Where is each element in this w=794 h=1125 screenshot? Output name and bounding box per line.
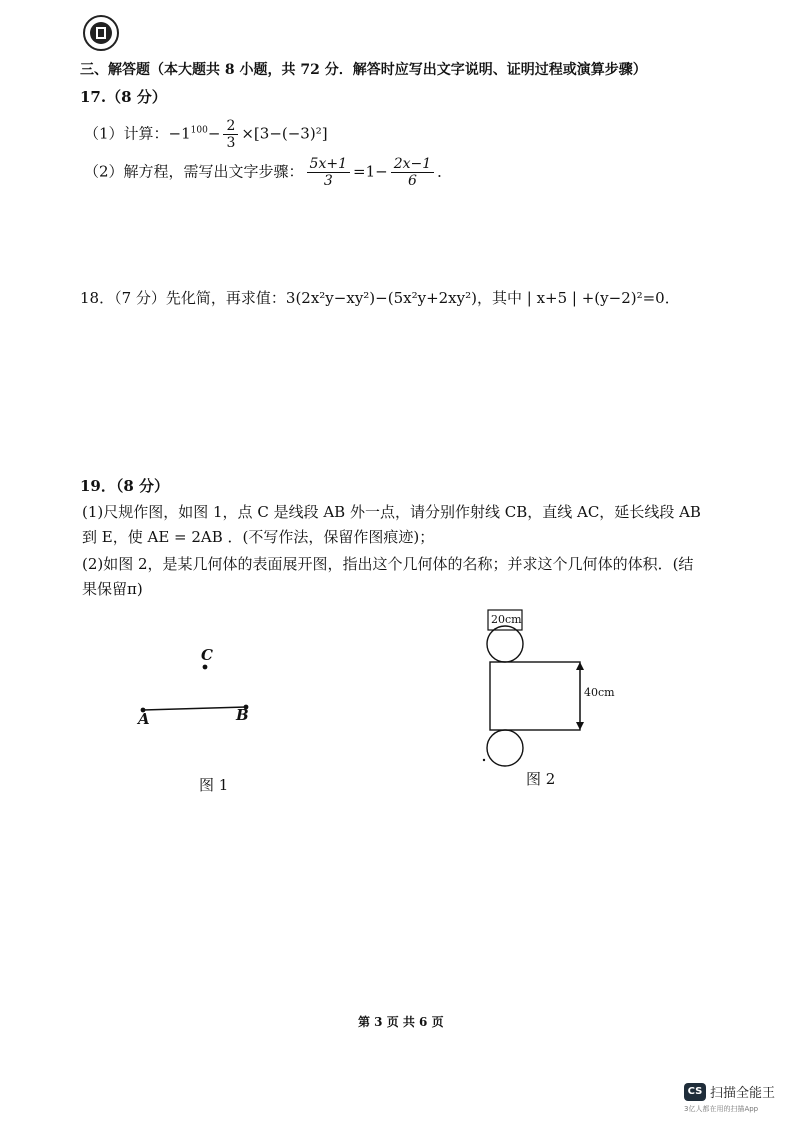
question-17-title: 17.（8 分） bbox=[80, 88, 167, 106]
q17-p1-prefix: （1）计算： bbox=[84, 124, 169, 143]
bottom-circle bbox=[487, 730, 523, 766]
q17-p1-bracket: ×[3−(−3)²] bbox=[241, 124, 328, 143]
q17-p2-eq: =1− bbox=[353, 162, 388, 181]
point-a-label: A bbox=[138, 710, 150, 728]
q17-p1-lead: −1 bbox=[168, 124, 191, 143]
point-b-label: B bbox=[236, 706, 249, 724]
circle-diameter-label: 20cm bbox=[491, 613, 522, 626]
q17-p1-minus: − bbox=[207, 124, 221, 143]
height-arrow-bottom bbox=[576, 722, 584, 730]
height-label: 40cm bbox=[584, 686, 615, 699]
figure-1-diagram bbox=[130, 640, 270, 740]
q17-p2-lhs-fraction bbox=[307, 156, 350, 189]
question-17-part2 bbox=[84, 156, 452, 189]
stray-dot bbox=[483, 759, 485, 761]
q17-p2-end: ． bbox=[437, 162, 453, 181]
height-arrow-top bbox=[576, 662, 584, 670]
figure-1-caption: 图 1 bbox=[199, 776, 229, 794]
q17-p2-lhs-num: 5x+1 bbox=[307, 156, 350, 173]
q17-p1-exp: 100 bbox=[190, 125, 208, 136]
question-19-part1-line1: (1)尺规作图，如图 1，点 C 是线段 AB 外一点，请分别作射线 CB，直线 AC，延长线段 AB bbox=[82, 503, 701, 521]
question-19-part2-line1: (2)如图 2，是某几何体的表面展开图，指出这个几何体的名称；并求这个几何体的体积．(结 bbox=[82, 555, 694, 573]
figure-2-caption: 图 2 bbox=[526, 770, 556, 788]
scanner-tagline: 3亿人都在用的扫描App bbox=[684, 1105, 759, 1113]
q17-p2-lhs-den: 3 bbox=[323, 173, 333, 189]
q17-p1-fraction bbox=[223, 118, 238, 151]
lateral-rectangle bbox=[490, 662, 580, 730]
school-seal-logo bbox=[82, 14, 120, 52]
question-18: 18．（7 分）先化简，再求值：3(2x²y−xy²)−(5x²y+2xy²)，其中 | x+5 | +(y−2)²=0． bbox=[80, 289, 680, 307]
question-19-part2-line2: 果保留π) bbox=[82, 580, 143, 598]
question-19-part1-line2: 到 E，使 AE = 2AB ．(不写作法，保留作图痕迹)； bbox=[82, 528, 435, 546]
q17-p2-rhs-fraction bbox=[391, 156, 434, 189]
scanner-name: 扫描全能王 bbox=[710, 1086, 776, 1101]
q17-p1-frac-num: 2 bbox=[223, 118, 238, 135]
scanner-watermark bbox=[684, 1082, 775, 1101]
point-c-dot bbox=[203, 665, 208, 670]
q17-p2-prefix: （2）解方程，需写出文字步骤： bbox=[84, 162, 304, 181]
segment-ab bbox=[143, 707, 246, 710]
top-circle bbox=[487, 626, 523, 662]
q17-p2-rhs-den: 6 bbox=[407, 173, 417, 189]
page-footer: 第 3 页 共 6 页 bbox=[358, 1015, 444, 1029]
point-c-label: C bbox=[201, 646, 213, 664]
q17-p2-rhs-num: 2x−1 bbox=[391, 156, 434, 173]
question-19-title: 19．（8 分） bbox=[80, 477, 170, 495]
scanner-badge: CS bbox=[684, 1083, 706, 1101]
q17-p1-frac-den: 3 bbox=[226, 135, 236, 151]
section-header: 三、解答题（本大题共 8 小题，共 72 分．解答时应写出文字说明、证明过程或演算步骤） bbox=[80, 62, 647, 78]
question-17-part1 bbox=[84, 118, 328, 151]
